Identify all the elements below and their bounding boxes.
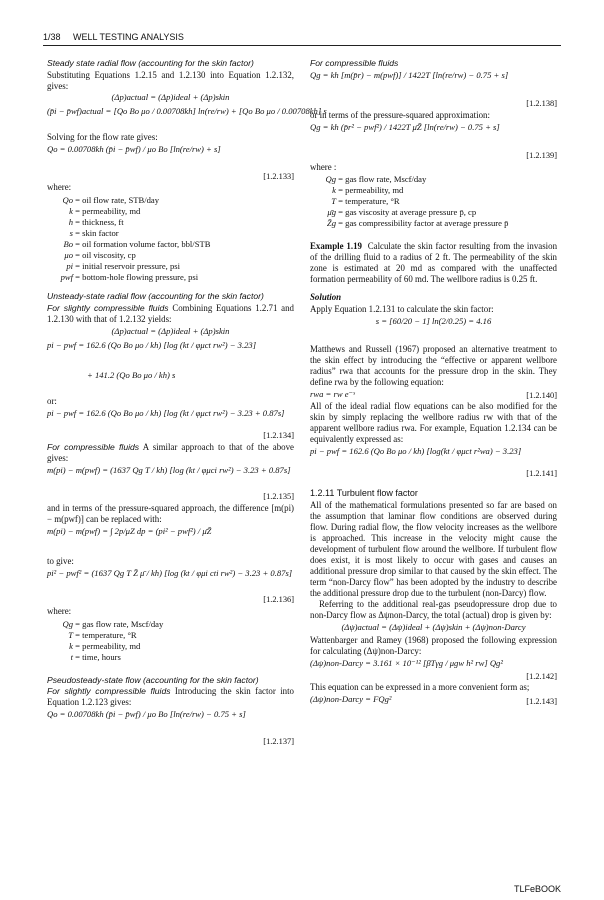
where-label: where: bbox=[47, 182, 72, 193]
page-number: 1/38 bbox=[43, 32, 61, 42]
equation-1-2-140: rwa = rw e⁻ˢ [1.2.140] bbox=[310, 389, 557, 400]
definition-item: s = skin factor bbox=[69, 228, 119, 239]
heading-steady-state: Steady state radial flow (accounting for the skin factor) bbox=[47, 58, 254, 68]
equation-1-2-143: (Δψ)non-Darcy = FQg² [1.2.143] bbox=[310, 694, 557, 706]
definitions-list bbox=[59, 195, 294, 283]
definition-item: pwf = bottom-hole flowing pressure, psi bbox=[60, 272, 199, 283]
paragraph: to give: bbox=[47, 555, 74, 566]
equation-1-2-133: Qo = 0.00708kh (p̄i − p̄wf) / μo Bo [ln(re/rw) + s] [1.2.133] bbox=[47, 144, 294, 182]
definition-item: Qg = gas flow rate, Mscf/day bbox=[62, 618, 164, 629]
equation-1-2-134: pi − pwf = 162.6 (Qo Bo μo / kh) [log (kt / φμct rw²) − 3.23 + 0.87s] [1.2.134] bbox=[47, 407, 294, 441]
definition-item: k = permeability, md bbox=[69, 640, 141, 651]
paragraph: and in terms of the pressure-squared approach, the difference [m(pi) − m(pwf)] can be replaced with: bbox=[47, 502, 294, 524]
running-header bbox=[43, 32, 561, 46]
paragraph: Solving for the flow rate gives: bbox=[47, 132, 158, 143]
equation: (Δp)actual = (Δp)ideal + (Δp)skin bbox=[111, 325, 230, 336]
paragraph: Substituting Equations 1.2.15 and 1.2.130 into Equation 1.2.132, gives: bbox=[47, 69, 294, 91]
definition-item: μ̄g = gas viscosity at average pressure p̄, cp bbox=[327, 207, 477, 218]
where-label: where: bbox=[47, 605, 72, 616]
right-column bbox=[310, 58, 557, 707]
heading-compressible: For compressible fluids bbox=[310, 58, 399, 68]
equation-1-2-138: Qg = kh [m(p̄r) − m(pwf)] / 1422T [ln(re/rw) − 0.75 + s] [1.2.138] bbox=[310, 69, 557, 109]
equation: (Δp)actual = (Δp)ideal + (Δp)skin bbox=[111, 92, 230, 103]
definition-item: h = thickness, ft bbox=[68, 217, 124, 228]
definition-item: μo = oil viscosity, cp bbox=[64, 250, 136, 261]
paragraph: Matthews and Russell (1967) proposed an alternative treatment to the skin effect by introducing the “effective or apparent wellbore radius” rwa that accounts for the pressure drop in the skin. They define rwa by the following equation: bbox=[310, 344, 557, 388]
definitions-list bbox=[322, 174, 557, 229]
equation: (Δψ)actual = (Δψ)ideal + (Δψ)skin + (Δψ)non-Darcy bbox=[341, 622, 526, 633]
equation-1-2-142: (Δψ)non-Darcy = 3.161 × 10⁻¹² [βTγg / μgw h² rw] Qg² [1.2.142] bbox=[310, 658, 557, 681]
paragraph: All of the ideal radial flow equations can be also modified for the skin by simply replacing the wellbore radius rw with that of the apparent wellbore radius rwa. For example, Equation 1.2.134 can be equivalently expressed as: bbox=[310, 401, 557, 444]
equation: s = [60/20 − 1] ln(2/0.25) = 4.16 bbox=[375, 316, 492, 327]
definition-item: T = temperature, °R bbox=[331, 196, 400, 207]
solution-label: Solution bbox=[310, 292, 342, 303]
paragraph: or in terms of the pressure-squared approximation: bbox=[310, 109, 490, 120]
equation-1-2-141: pi − pwf = 162.6 (Qo Bo μo / kh) [log(kt / φμct r²wa) − 3.23] [1.2.141] bbox=[310, 445, 557, 479]
equation-1-2-137: Qo = 0.00708kh (p̄i − p̄wf) / μo Bo [ln(re/rw) − 0.75 + s] [1.2.137] bbox=[47, 708, 294, 746]
equation: (p̄i − p̄wf)actual = [Qo Bo μo / 0.00708kh] ln(re/rw) + [Qo Bo μo / 0.00708kh] s bbox=[47, 106, 327, 117]
definition-item: Z̄g = gas compressibility factor at average pressure p̄ bbox=[326, 218, 509, 229]
equation: pi − pwf = 162.6 (Qo Bo μo / kh) [log (kt / φμct rw²) − 3.23] bbox=[47, 339, 257, 350]
paragraph: For slightly compressible fluids Introducing the skin factor into Equation 1.2.123 gives: bbox=[47, 686, 294, 708]
equation: + 141.2 (Qo Bo μo / kh) s bbox=[87, 369, 176, 380]
running-title: WELL TESTING ANALYSIS bbox=[73, 32, 184, 42]
definition-item: Bo = oil formation volume factor, bbl/STB bbox=[63, 239, 211, 250]
paragraph: Referring to the additional real-gas pseudopressure drop due to non-Darcy flow as Δψnon-Darcy, the total (actual) drop is given by: bbox=[310, 599, 557, 621]
paragraph: For slightly compressible fluids Combining Equations 1.2.71 and 1.2.130 with that of 1.2.132 yields: bbox=[47, 302, 294, 324]
equation-1-2-135: m(pi) − m(pwf) = (1637 Qg T / kh) [log (kt / φμci rw²) − 3.23 + 0.87s] [1.2.135] bbox=[47, 464, 294, 502]
watermark-footer: TLFeBOOK bbox=[513, 884, 561, 894]
example-1-19: Example 1.19 Calculate the skin factor resulting from the invasion of the drilling fluid to a radius of 2 ft. The permeability of the skin zone is estimated at 20 md as compared with the unaffected formation permeability of 60 md. The wellbore radius is 0.25 ft. bbox=[310, 241, 558, 285]
paragraph: Wattenbarger and Ramey (1968) proposed the following expression for calculating (Δψ)non-Darcy: bbox=[310, 635, 557, 657]
heading-pseudosteady-state: Pseudosteady-state flow (accounting for the skin factor) bbox=[47, 674, 259, 685]
paragraph: This equation can be expressed in a more convenient form as; bbox=[310, 682, 530, 693]
definition-item: k = permeability, md bbox=[69, 206, 141, 217]
definition-item: Qo = oil flow rate, STB/day bbox=[62, 195, 160, 206]
definition-item: k = permeability, md bbox=[332, 185, 404, 196]
definition-item: t = time, hours bbox=[70, 651, 121, 662]
definition-item: T = temperature, °R bbox=[68, 629, 137, 640]
equation-1-2-139: Qg = kh (p̄r² − pwf²) / 1422T μ̄Z̄ [ln(re/rw) − 0.75 + s] [1.2.139] bbox=[310, 121, 557, 161]
or-label: or: bbox=[47, 395, 57, 406]
definition-item: Qg = gas flow rate, Mscf/day bbox=[325, 174, 427, 185]
definition-item: pi = initial reservoir pressure, psi bbox=[66, 261, 180, 272]
where-label: where : bbox=[310, 161, 337, 172]
definitions-list bbox=[59, 619, 294, 663]
equation-1-2-136: pi² − pwf² = (1637 Qg T Z̄ μ̄ / kh) [log (kt / φμi cti rw²) − 3.23 + 0.87s] [1.2.136] bbox=[47, 567, 294, 605]
paragraph: Apply Equation 1.2.131 to calculate the skin factor: bbox=[310, 304, 494, 315]
section-heading: 1.2.11 Turbulent flow factor bbox=[310, 487, 418, 498]
paragraph: All of the mathematical formulations presented so far are based on the assumption that laminar flow conditions are observed during flow. During radial flow, the flow velocity increases as the wellbore is approached. This increase in the velocity might cause the development of turbulent flow around the wellbore. If turbulent flow does exist, it is most likely to occur with gases and causes an additional pressure drop similar to that caused by the skin effect. The term “non-Darcy flow” has been adopted by the industry to describe the additional pressure drop due to the turbulent (non-Darcy) flow. bbox=[310, 499, 557, 598]
equation: m(pi) − m(pwf) = ∫ 2p/μZ dp = (pi² − pwf²) / μ̄Z̄ bbox=[47, 525, 212, 536]
paragraph: For compressible fluids A similar approach to that of the above gives: bbox=[47, 441, 294, 463]
heading-unsteady-state: Unsteady-state radial flow (accounting for the skin factor) bbox=[47, 291, 264, 302]
